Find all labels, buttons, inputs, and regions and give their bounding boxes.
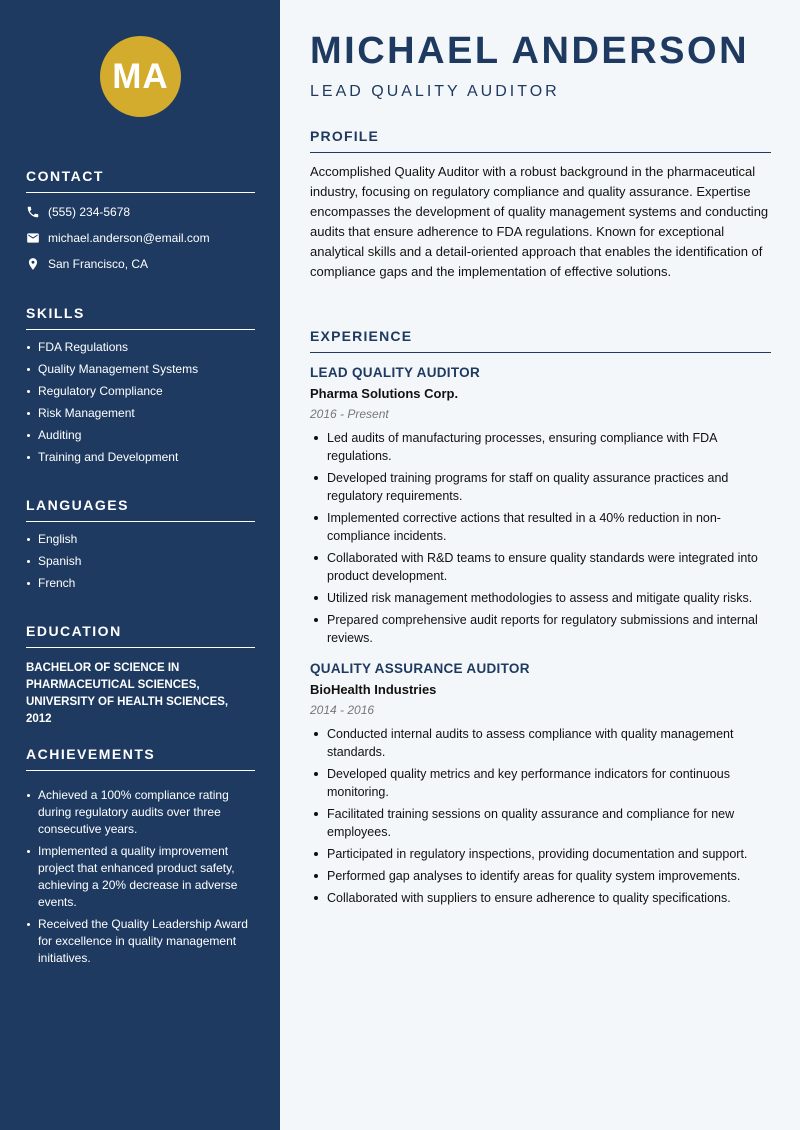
education-heading: EDUCATION [26, 623, 255, 648]
company-name: Pharma Solutions Corp. [310, 386, 459, 401]
languages-heading: LANGUAGES [26, 497, 255, 522]
languages-section [26, 497, 255, 597]
achievements-section [26, 746, 255, 972]
job-entry [310, 365, 771, 647]
contact-email [26, 225, 255, 251]
achievements-heading: ACHIEVEMENTS [26, 746, 255, 771]
education-section [26, 623, 255, 728]
profile-section [310, 128, 771, 282]
contact-heading: CONTACT [26, 168, 255, 193]
sidebar [0, 0, 280, 1130]
phone-icon [26, 205, 40, 219]
job-entry [310, 661, 771, 907]
list-item: Developed training programs for staff on quality assurance practices and regulatory requirements. [310, 469, 771, 505]
phone-text: (555) 234-5678 [48, 205, 131, 219]
avatar: MA [100, 36, 181, 117]
job-dates: 2016 - Present [310, 407, 389, 421]
languages-list [26, 531, 255, 592]
job-bullets [310, 429, 771, 647]
education-text: BACHELOR OF SCIENCE IN PHARMACEUTICAL SCIENCES, UNIVERSITY OF HEALTH SCIENCES, 2012 [26, 662, 229, 725]
list-item: French [26, 575, 255, 592]
contact-location [26, 251, 255, 277]
list-item: Collaborated with suppliers to ensure adherence to quality specifications. [310, 889, 771, 907]
list-item: Spanish [26, 553, 255, 570]
location-pin-icon [26, 257, 40, 271]
job-dates: 2014 - 2016 [310, 703, 375, 717]
candidate-name: MICHAEL ANDERSON [310, 30, 750, 72]
location-text: San Francisco, CA [48, 257, 149, 271]
list-item: Performed gap analyses to identify areas for quality system improvements. [310, 867, 771, 885]
profile-heading: PROFILE [310, 128, 771, 153]
job-title: QUALITY ASSURANCE AUDITOR [310, 661, 530, 676]
list-item: English [26, 531, 255, 548]
job-bullets [310, 725, 771, 907]
experience-section [310, 328, 771, 911]
profile-text: Accomplished Quality Auditor with a robust background in the pharmaceutical industry, focusing on regulatory compliance and quality assurance. Expertise encompasses the development of quality management systems and conducting audits that ensure adherence to FDA regulations. Known for exceptional analytical skills and a detail-oriented approach that enables the identification of compliance gaps and the implementation of effective solutions. [310, 164, 769, 279]
list-item: FDA Regulations [26, 339, 255, 356]
skills-heading: SKILLS [26, 305, 255, 330]
list-item: Utilized risk management methodologies to assess and mitigate quality risks. [310, 589, 771, 607]
candidate-title: LEAD QUALITY AUDITOR [310, 83, 560, 100]
list-item: Implemented corrective actions that resulted in a 40% reduction in non-compliance incidents. [310, 509, 771, 545]
email-icon [26, 231, 40, 245]
list-item: Received the Quality Leadership Award for excellence in quality management initiatives. [26, 916, 255, 967]
email-text: michael.anderson@email.com [48, 231, 210, 245]
list-item: Training and Development [26, 449, 255, 466]
list-item: Collaborated with R&D teams to ensure quality standards were integrated into product development. [310, 549, 771, 585]
list-item: Developed quality metrics and key performance indicators for continuous monitoring. [310, 765, 771, 801]
list-item: Participated in regulatory inspections, providing documentation and support. [310, 845, 771, 863]
list-item: Regulatory Compliance [26, 383, 255, 400]
list-item: Facilitated training sessions on quality assurance and compliance for new employees. [310, 805, 771, 841]
experience-heading: EXPERIENCE [310, 328, 771, 353]
list-item: Led audits of manufacturing processes, ensuring compliance with FDA regulations. [310, 429, 771, 465]
list-item: Achieved a 100% compliance rating during regulatory audits over three consecutive years. [26, 787, 255, 838]
skills-list [26, 339, 255, 466]
list-item: Auditing [26, 427, 255, 444]
list-item: Implemented a quality improvement project that enhanced product safety, achieving a 20% decrease in adverse events. [26, 843, 255, 911]
company-name: BioHealth Industries [310, 682, 437, 697]
list-item: Prepared comprehensive audit reports for regulatory submissions and internal reviews. [310, 611, 771, 647]
achievements-list [26, 787, 255, 967]
skills-section [26, 305, 255, 471]
contact-phone [26, 199, 255, 225]
list-item: Conducted internal audits to assess compliance with quality management standards. [310, 725, 771, 761]
list-item: Quality Management Systems [26, 361, 255, 378]
list-item: Risk Management [26, 405, 255, 422]
contact-section [26, 168, 255, 277]
job-title: LEAD QUALITY AUDITOR [310, 365, 481, 380]
